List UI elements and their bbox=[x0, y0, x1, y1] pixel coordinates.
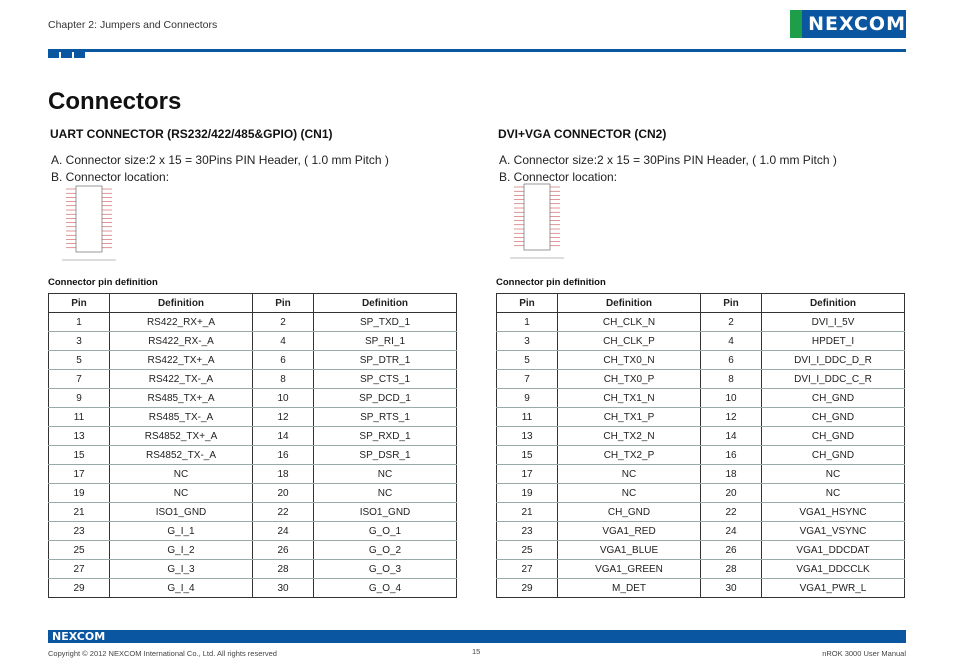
pin-number-cell: 1 bbox=[49, 313, 110, 332]
pin-number-cell: 13 bbox=[497, 427, 558, 446]
uart-table-caption: Connector pin definition bbox=[48, 277, 158, 288]
table-row bbox=[497, 541, 905, 560]
pin-definition-cell: VGA1_HSYNC bbox=[762, 503, 905, 522]
pin-number-cell: 9 bbox=[497, 389, 558, 408]
pin-number-cell: 17 bbox=[49, 465, 110, 484]
pin-definition-cell: NC bbox=[314, 465, 457, 484]
pin-number-cell: 2 bbox=[253, 313, 314, 332]
pin-number-cell: 3 bbox=[497, 332, 558, 351]
table-row bbox=[49, 541, 457, 560]
pin-number-cell: 24 bbox=[253, 522, 314, 541]
table-row bbox=[497, 351, 905, 370]
pin-definition-cell: SP_RI_1 bbox=[314, 332, 457, 351]
table-row bbox=[49, 313, 457, 332]
pin-number-cell: 20 bbox=[253, 484, 314, 503]
pin-definition-cell: SP_DCD_1 bbox=[314, 389, 457, 408]
pin-definition-cell: RS422_TX-_A bbox=[110, 370, 253, 389]
footer-logo: NEXCOM bbox=[52, 630, 106, 643]
pin-definition-cell: VGA1_BLUE bbox=[558, 541, 701, 560]
table-row bbox=[497, 484, 905, 503]
pin-definition-cell: G_O_1 bbox=[314, 522, 457, 541]
pin-number-cell: 20 bbox=[701, 484, 762, 503]
pin-definition-cell: CH_GND bbox=[762, 408, 905, 427]
pin-definition-cell: DVI_I_DDC_C_R bbox=[762, 370, 905, 389]
pin-number-cell: 29 bbox=[49, 579, 110, 598]
pin-number-cell: 23 bbox=[497, 522, 558, 541]
col-pin: Pin bbox=[497, 294, 558, 313]
nexcom-logo bbox=[790, 10, 906, 38]
pin-number-cell: 3 bbox=[49, 332, 110, 351]
pin-number-cell: 30 bbox=[701, 579, 762, 598]
pin-definition-cell: NC bbox=[558, 465, 701, 484]
table-row bbox=[49, 389, 457, 408]
pin-definition-cell: RS422_RX-_A bbox=[110, 332, 253, 351]
pin-definition-cell: SP_RTS_1 bbox=[314, 408, 457, 427]
pin-number-cell: 27 bbox=[497, 560, 558, 579]
table-row bbox=[497, 503, 905, 522]
pin-number-cell: 17 bbox=[497, 465, 558, 484]
pin-definition-cell: DVI_I_5V bbox=[762, 313, 905, 332]
pin-definition-cell: RS422_RX+_A bbox=[110, 313, 253, 332]
pin-definition-cell: NC bbox=[314, 484, 457, 503]
col-definition: Definition bbox=[558, 294, 701, 313]
pin-number-cell: 23 bbox=[49, 522, 110, 541]
pin-definition-cell: SP_CTS_1 bbox=[314, 370, 457, 389]
page-title: Connectors bbox=[48, 88, 182, 115]
pin-definition-cell: VGA1_RED bbox=[558, 522, 701, 541]
pin-definition-cell: CH_GND bbox=[762, 427, 905, 446]
table-row bbox=[497, 446, 905, 465]
pin-number-cell: 1 bbox=[497, 313, 558, 332]
pin-number-cell: 18 bbox=[701, 465, 762, 484]
uart-heading: UART CONNECTOR (RS232/422/485&GPIO) (CN1) bbox=[50, 127, 333, 141]
pin-number-cell: 7 bbox=[49, 370, 110, 389]
table-row bbox=[49, 351, 457, 370]
pin-number-cell: 12 bbox=[701, 408, 762, 427]
pin-definition-cell: NC bbox=[110, 484, 253, 503]
table-row bbox=[49, 370, 457, 389]
pin-number-cell: 6 bbox=[253, 351, 314, 370]
table-row bbox=[497, 522, 905, 541]
logo-text: NEXCOM bbox=[808, 13, 906, 35]
page-number: 15 bbox=[472, 647, 481, 656]
pin-number-cell: 10 bbox=[253, 389, 314, 408]
pin-definition-cell: RS4852_TX+_A bbox=[110, 427, 253, 446]
pin-definition-cell: CH_TX2_N bbox=[558, 427, 701, 446]
dvi-location-line: B. Connector location: bbox=[499, 170, 618, 184]
chapter-title: Chapter 2: Jumpers and Connectors bbox=[48, 19, 218, 31]
pin-definition-cell: NC bbox=[762, 465, 905, 484]
pin-definition-cell: G_O_4 bbox=[314, 579, 457, 598]
table-row bbox=[497, 389, 905, 408]
pin-definition-cell: G_I_4 bbox=[110, 579, 253, 598]
pin-number-cell: 8 bbox=[253, 370, 314, 389]
dvi-heading: DVI+VGA CONNECTOR (CN2) bbox=[498, 127, 667, 141]
connector-schematic-icon bbox=[508, 180, 566, 264]
pin-number-cell: 21 bbox=[49, 503, 110, 522]
dvi-size-line: A. Connector size:2 x 15 = 30Pins PIN Header, ( 1.0 mm Pitch ) bbox=[499, 153, 837, 167]
table-row bbox=[497, 370, 905, 389]
pin-definition-cell: G_O_2 bbox=[314, 541, 457, 560]
pin-definition-cell: RS422_TX+_A bbox=[110, 351, 253, 370]
pin-definition-cell: VGA1_DDCCLK bbox=[762, 560, 905, 579]
manual-title: nROK 3000 User Manual bbox=[822, 649, 906, 658]
uart-size-line: A. Connector size:2 x 15 = 30Pins PIN Header, ( 1.0 mm Pitch ) bbox=[51, 153, 389, 167]
pin-number-cell: 6 bbox=[701, 351, 762, 370]
table-row bbox=[49, 446, 457, 465]
pin-definition-cell: RS485_TX-_A bbox=[110, 408, 253, 427]
table-row bbox=[497, 427, 905, 446]
pin-number-cell: 7 bbox=[497, 370, 558, 389]
pin-number-cell: 22 bbox=[253, 503, 314, 522]
pin-definition-cell: CH_GND bbox=[558, 503, 701, 522]
pin-number-cell: 5 bbox=[49, 351, 110, 370]
pin-definition-cell: G_I_3 bbox=[110, 560, 253, 579]
pin-definition-cell: CH_GND bbox=[762, 389, 905, 408]
dvi-table-caption: Connector pin definition bbox=[496, 277, 606, 288]
uart-pin-table bbox=[48, 293, 457, 598]
pin-number-cell: 15 bbox=[497, 446, 558, 465]
table-row bbox=[49, 560, 457, 579]
col-definition: Definition bbox=[110, 294, 253, 313]
table-row bbox=[497, 313, 905, 332]
pin-definition-cell: NC bbox=[558, 484, 701, 503]
pin-number-cell: 30 bbox=[253, 579, 314, 598]
table-row bbox=[49, 579, 457, 598]
pin-number-cell: 4 bbox=[253, 332, 314, 351]
table-row bbox=[497, 465, 905, 484]
pin-definition-cell: ISO1_GND bbox=[110, 503, 253, 522]
pin-number-cell: 19 bbox=[49, 484, 110, 503]
table-row bbox=[49, 465, 457, 484]
pin-definition-cell: CH_TX0_N bbox=[558, 351, 701, 370]
pin-number-cell: 26 bbox=[253, 541, 314, 560]
pin-number-cell: 10 bbox=[701, 389, 762, 408]
pin-definition-cell: SP_DTR_1 bbox=[314, 351, 457, 370]
pin-definition-cell: HPDET_I bbox=[762, 332, 905, 351]
pin-definition-cell: SP_RXD_1 bbox=[314, 427, 457, 446]
pin-definition-cell: RS485_TX+_A bbox=[110, 389, 253, 408]
table-row bbox=[49, 408, 457, 427]
col-definition: Definition bbox=[762, 294, 905, 313]
table-row bbox=[49, 332, 457, 351]
pin-number-cell: 2 bbox=[701, 313, 762, 332]
pin-number-cell: 19 bbox=[497, 484, 558, 503]
pin-number-cell: 12 bbox=[253, 408, 314, 427]
uart-section bbox=[48, 127, 458, 187]
pin-number-cell: 15 bbox=[49, 446, 110, 465]
pin-definition-cell: G_O_3 bbox=[314, 560, 457, 579]
table-row bbox=[497, 332, 905, 351]
table-row bbox=[49, 503, 457, 522]
pin-number-cell: 13 bbox=[49, 427, 110, 446]
pin-definition-cell: DVI_I_DDC_D_R bbox=[762, 351, 905, 370]
pin-definition-cell: VGA1_DDCDAT bbox=[762, 541, 905, 560]
pin-number-cell: 16 bbox=[253, 446, 314, 465]
pin-number-cell: 5 bbox=[497, 351, 558, 370]
pin-number-cell: 9 bbox=[49, 389, 110, 408]
copyright: Copyright © 2012 NEXCOM International Co., Ltd. All rights reserved bbox=[48, 649, 277, 658]
pin-definition-cell: CH_TX1_N bbox=[558, 389, 701, 408]
pin-definition-cell: M_DET bbox=[558, 579, 701, 598]
pin-number-cell: 11 bbox=[49, 408, 110, 427]
pin-number-cell: 14 bbox=[701, 427, 762, 446]
table-row bbox=[49, 484, 457, 503]
pin-definition-cell: CH_CLK_N bbox=[558, 313, 701, 332]
col-definition: Definition bbox=[314, 294, 457, 313]
pin-number-cell: 28 bbox=[253, 560, 314, 579]
pin-number-cell: 18 bbox=[253, 465, 314, 484]
pin-number-cell: 4 bbox=[701, 332, 762, 351]
pin-definition-cell: SP_TXD_1 bbox=[314, 313, 457, 332]
col-pin: Pin bbox=[253, 294, 314, 313]
pin-number-cell: 21 bbox=[497, 503, 558, 522]
header-rule bbox=[48, 49, 906, 52]
uart-connector-diagram bbox=[60, 182, 118, 266]
pin-definition-cell: VGA1_VSYNC bbox=[762, 522, 905, 541]
pin-number-cell: 8 bbox=[701, 370, 762, 389]
table-row bbox=[497, 560, 905, 579]
connector-schematic-icon bbox=[60, 182, 118, 266]
pin-number-cell: 11 bbox=[497, 408, 558, 427]
pin-number-cell: 25 bbox=[49, 541, 110, 560]
table-row bbox=[497, 408, 905, 427]
dvi-pin-table bbox=[496, 293, 905, 598]
pin-definition-cell: CH_TX1_P bbox=[558, 408, 701, 427]
pin-definition-cell: VGA1_PWR_L bbox=[762, 579, 905, 598]
dvi-connector-diagram bbox=[508, 180, 566, 264]
dvi-section bbox=[496, 127, 906, 187]
pin-number-cell: 26 bbox=[701, 541, 762, 560]
pin-definition-cell: RS4852_TX-_A bbox=[110, 446, 253, 465]
pin-number-cell: 29 bbox=[497, 579, 558, 598]
logo-green-block bbox=[790, 10, 802, 38]
pin-definition-cell: NC bbox=[762, 484, 905, 503]
table-row bbox=[49, 522, 457, 541]
table-row bbox=[49, 427, 457, 446]
pin-number-cell: 22 bbox=[701, 503, 762, 522]
header-squares bbox=[48, 49, 85, 58]
pin-definition-cell: CH_TX2_P bbox=[558, 446, 701, 465]
pin-number-cell: 25 bbox=[497, 541, 558, 560]
pin-number-cell: 28 bbox=[701, 560, 762, 579]
uart-location-line: B. Connector location: bbox=[51, 170, 170, 184]
pin-definition-cell: G_I_2 bbox=[110, 541, 253, 560]
pin-definition-cell: CH_TX0_P bbox=[558, 370, 701, 389]
pin-number-cell: 24 bbox=[701, 522, 762, 541]
pin-definition-cell: G_I_1 bbox=[110, 522, 253, 541]
pin-definition-cell: CH_GND bbox=[762, 446, 905, 465]
col-pin: Pin bbox=[701, 294, 762, 313]
pin-definition-cell: NC bbox=[110, 465, 253, 484]
pin-definition-cell: VGA1_GREEN bbox=[558, 560, 701, 579]
col-pin: Pin bbox=[49, 294, 110, 313]
pin-definition-cell: ISO1_GND bbox=[314, 503, 457, 522]
pin-number-cell: 16 bbox=[701, 446, 762, 465]
pin-number-cell: 14 bbox=[253, 427, 314, 446]
pin-number-cell: 27 bbox=[49, 560, 110, 579]
table-row bbox=[497, 579, 905, 598]
footer-bar bbox=[48, 630, 906, 643]
pin-definition-cell: CH_CLK_P bbox=[558, 332, 701, 351]
pin-definition-cell: SP_DSR_1 bbox=[314, 446, 457, 465]
